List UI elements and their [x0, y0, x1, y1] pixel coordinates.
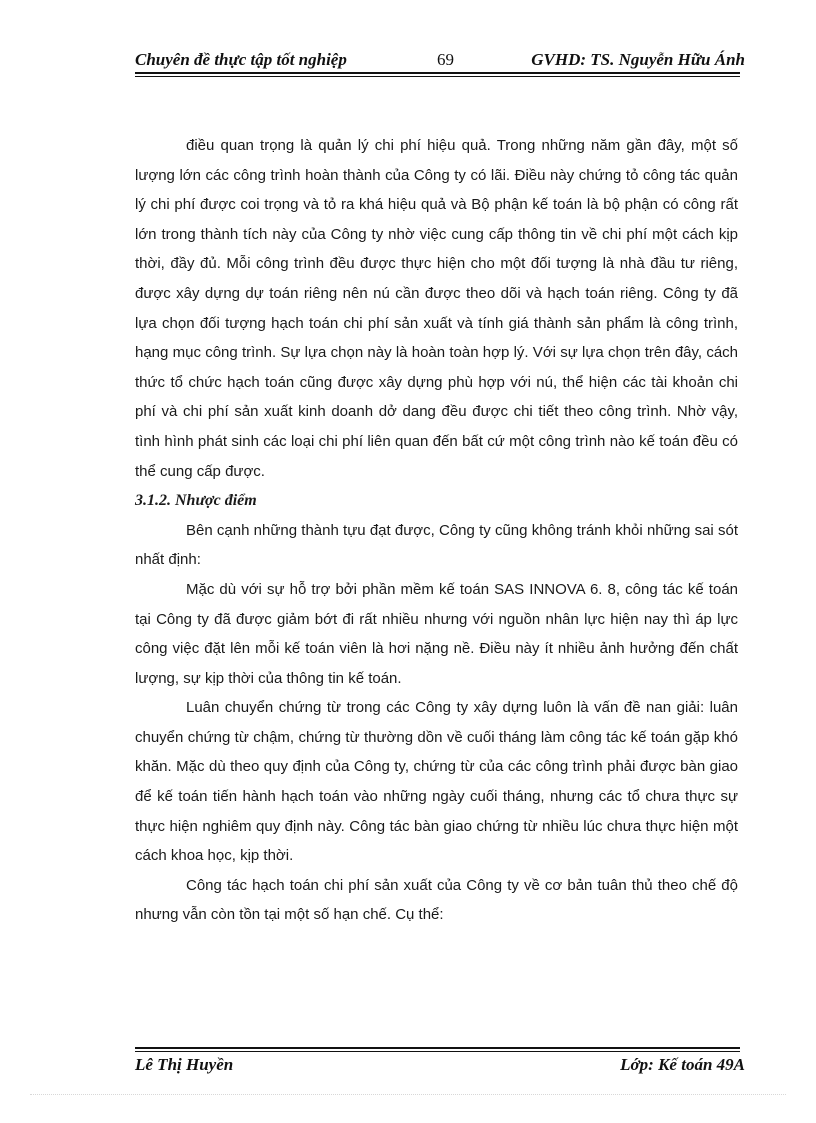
paragraph-software-workload: Mặc dù với sự hỗ trợ bởi phần mềm kế toán SAS INNOVA 6. 8, công tác kế toán tại Công ty đã được giảm bớt đi rất nhiều nhưng với nguồn nhân lực hiện nay thì áp lực công việc đặt lên mỗi kế toán viên là hơi nặng nề. Điều này ít nhiều ảnh hưởng đến chất lượng, sự kịp thời của thông tin kế toán. — [135, 580, 738, 687]
page-edge-line — [30, 1094, 786, 1095]
header-page-number: 69 — [437, 50, 454, 69]
header-supervisor: GVHD: TS. Nguyễn Hữu Ánh — [531, 50, 745, 69]
footer-divider — [135, 1047, 740, 1052]
footer-class: Lớp: Kế toán 49A — [620, 1055, 745, 1074]
section-heading-weaknesses: 3.1.2. Nhược điểm — [135, 492, 257, 510]
paragraph-cost-accounting: Công tác hạch toán chi phí sản xuất của Công ty về cơ bản tuân thủ theo chế độ nhưng vẫn còn tồn tại một số hạn chế. Cụ thể: — [135, 876, 738, 924]
footer-author: Lê Thị Huyền — [135, 1055, 234, 1074]
paragraph-intro-weaknesses: Bên cạnh những thành tựu đạt được, Công ty cũng không tránh khỏi những sai sót nhất định: — [135, 521, 738, 569]
header-divider — [135, 72, 740, 77]
paragraph-continuation: điều quan trọng là quản lý chi phí hiệu quả. Trong những năm gần đây, một số lượng lớn các công trình hoàn thành của Công ty có lãi. Điều này chứng tỏ công tác quản lý chi phí được coi trọng và tỏ ra khá hiệu quả và Bộ phận kế toán là bộ phận có công rất lớn trong thành tích này của Công ty nhờ việc cung cấp thông tin về chi phí một cách kịp thời, đầy đủ. Mỗi công trình đều được thực hiện cho một đối tượng là nhà đầu tư riêng, được xây dựng dự toán riêng nên nú cần được theo dõi và hạch toán riêng. Công ty đã lựa chọn đối tượng hạch toán chi phí sản xuất và tính giá thành sản phẩm là công trình, hạng mục công trình. Sự lựa chọn này là hoàn toàn hợp lý. Với sự lựa chọn trên đây, cách thức tổ chức hạch toán cũng được xây dựng phù hợp với nú, thể hiện các tài khoản chi phí và chi phí sản xuất kinh doanh dở dang đều được chi tiết theo công trình. Nhờ vậy, tình hình phát sinh các loại chi phí liên quan đến bất cứ một công trình nào kế toán đều có thể cung cấp được. — [135, 137, 738, 480]
paragraph-document-flow: Luân chuyển chứng từ trong các Công ty xây dựng luôn là vấn đề nan giải: luân chuyển chứng từ chậm, chứng từ thường dồn về cuối tháng làm công tác kế toán gặp khó khăn. Mặc dù theo quy định của Công ty, chứng từ của các công trình phải được bàn giao để kế toán tiến hành hạch toán vào những ngày cuối tháng, nhưng các tổ chưa thực sự thực hiện nghiêm quy định này. Công tác bàn giao chứng từ nhiều lúc chưa thực hiện một cách khoa học, kịp thời. — [135, 699, 738, 865]
header-thesis-title: Chuyên đề thực tập tốt nghiệp — [135, 50, 347, 69]
page-footer — [135, 1053, 745, 1077]
page-body — [135, 131, 738, 930]
